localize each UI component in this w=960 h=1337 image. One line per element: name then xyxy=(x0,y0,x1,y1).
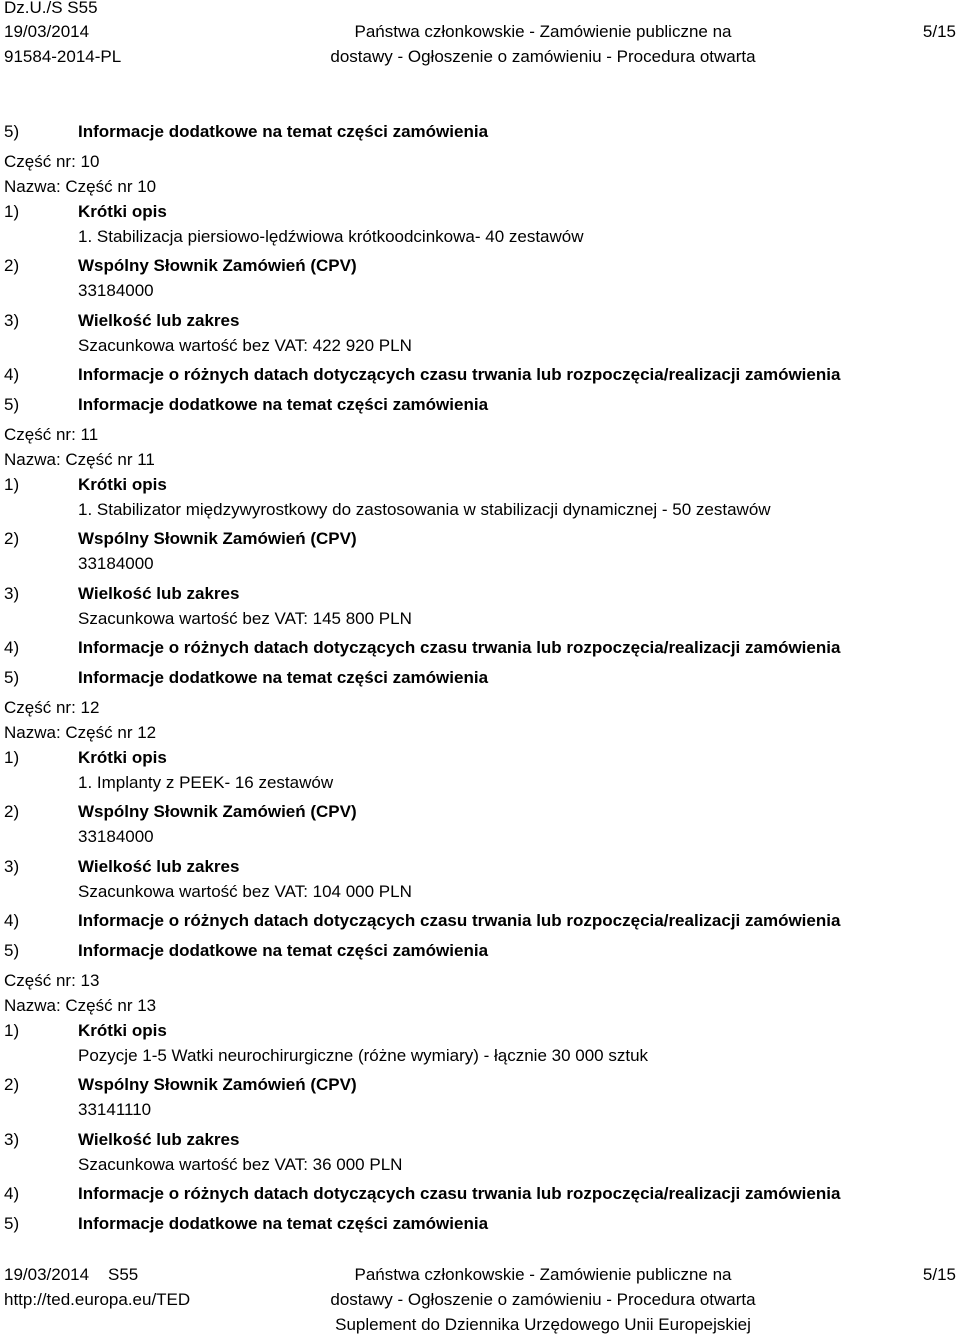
footer-page-number: 5/15 xyxy=(922,1265,956,1284)
scope-value: Szacunkowa wartość bez VAT: 36 000 PLN xyxy=(78,1155,403,1174)
page-header xyxy=(0,0,960,70)
item-number: 1) xyxy=(4,1021,20,1040)
part-name: Nazwa: Część nr 12 xyxy=(4,723,157,742)
dates-label: Informacje o różnych datach dotyczących czasu trwania lub rozpoczęcia/realizacji zamówienia xyxy=(78,911,841,930)
item-number: 1) xyxy=(4,202,20,221)
item-number: 4) xyxy=(4,365,20,384)
part-number: Część nr: 12 xyxy=(4,698,100,717)
part-number: Część nr: 10 xyxy=(4,152,100,171)
item-number: 3) xyxy=(4,584,20,603)
extra-label: Informacje dodatkowe na temat części zamówienia xyxy=(78,395,489,414)
scope-label: Wielkość lub zakres xyxy=(78,1130,240,1149)
header-page-number: 5/15 xyxy=(922,22,956,41)
item-number: 4) xyxy=(4,638,20,657)
short-desc: 1. Stabilizator międzywyrostkowy do zastosowania w stabilizacji dynamicznej - 50 zestawów xyxy=(78,500,771,519)
item-number: 5) xyxy=(4,941,20,960)
cpv-label: Wspólny Słownik Zamówień (CPV) xyxy=(78,529,357,548)
item-number: 2) xyxy=(4,1075,20,1094)
scope-value: Szacunkowa wartość bez VAT: 145 800 PLN xyxy=(78,609,412,628)
cpv-code: 33184000 xyxy=(78,554,154,573)
item-number: 2) xyxy=(4,802,20,821)
footer-title-line1: Państwa członkowskie - Zamówienie publiczne na xyxy=(354,1265,732,1284)
item-number: 1) xyxy=(4,748,20,767)
part-name: Nazwa: Część nr 13 xyxy=(4,996,157,1015)
item-number: 3) xyxy=(4,857,20,876)
cpv-label: Wspólny Słownik Zamówień (CPV) xyxy=(78,802,357,821)
cpv-code: 33141110 xyxy=(78,1100,152,1119)
item-number: 4) xyxy=(4,1184,20,1203)
dates-label: Informacje o różnych datach dotyczących czasu trwania lub rozpoczęcia/realizacji zamówienia xyxy=(78,638,841,657)
header-title-line2: dostawy - Ogłoszenie o zamówieniu - Procedura otwarta xyxy=(330,47,756,66)
dates-label: Informacje o różnych datach dotyczących czasu trwania lub rozpoczęcia/realizacji zamówienia xyxy=(78,1184,841,1203)
cpv-label: Wspólny Słownik Zamówień (CPV) xyxy=(78,256,357,275)
page-footer xyxy=(0,1262,960,1334)
short-desc-label: Krótki opis xyxy=(78,748,167,767)
part-number: Część nr: 11 xyxy=(4,425,99,444)
footer-title-line2: dostawy - Ogłoszenie o zamówieniu - Procedura otwarta xyxy=(330,1290,756,1309)
part-name: Nazwa: Część nr 11 xyxy=(4,450,155,469)
item-number: 5) xyxy=(4,122,20,141)
dates-label: Informacje o różnych datach dotyczących czasu trwania lub rozpoczęcia/realizacji zamówienia xyxy=(78,365,841,384)
item-number: 1) xyxy=(4,475,20,494)
part-number: Część nr: 13 xyxy=(4,971,100,990)
cpv-label: Wspólny Słownik Zamówień (CPV) xyxy=(78,1075,357,1094)
item-number: 2) xyxy=(4,256,20,275)
item-number: 4) xyxy=(4,911,20,930)
scope-label: Wielkość lub zakres xyxy=(78,311,240,330)
footer-date: 19/03/2014 xyxy=(4,1265,90,1284)
footer-series: S55 xyxy=(108,1265,139,1284)
scope-label: Wielkość lub zakres xyxy=(78,857,240,876)
item-number: 5) xyxy=(4,668,20,687)
extra-label: Informacje dodatkowe na temat części zamówienia xyxy=(78,668,489,687)
short-desc-label: Krótki opis xyxy=(78,202,167,221)
item-number: 5) xyxy=(4,395,20,414)
part-name: Nazwa: Część nr 10 xyxy=(4,177,157,196)
scope-value: Szacunkowa wartość bez VAT: 104 000 PLN xyxy=(78,882,412,901)
item-label: Informacje dodatkowe na temat części zamówienia xyxy=(78,122,489,141)
scope-label: Wielkość lub zakres xyxy=(78,584,240,603)
item-number: 3) xyxy=(4,1130,20,1149)
cpv-code: 33184000 xyxy=(78,281,154,300)
header-date: 19/03/2014 xyxy=(4,22,90,41)
header-ref: Dz.U./S S55 xyxy=(4,0,98,17)
footer-title-line3: Suplement do Dziennika Urzędowego Unii Europejskiej xyxy=(335,1315,751,1334)
short-desc-label: Krótki opis xyxy=(78,1021,167,1040)
footer-url: http://ted.europa.eu/TED xyxy=(4,1290,191,1309)
scope-value: Szacunkowa wartość bez VAT: 422 920 PLN xyxy=(78,336,412,355)
header-title-line1: Państwa członkowskie - Zamówienie publiczne na xyxy=(354,22,732,41)
short-desc: 1. Stabilizacja piersiowo-lędźwiowa krótkoodcinkowa- 40 zestawów xyxy=(78,227,584,246)
extra-label: Informacje dodatkowe na temat części zamówienia xyxy=(78,941,489,960)
extra-label: Informacje dodatkowe na temat części zamówienia xyxy=(78,1214,489,1233)
short-desc-label: Krótki opis xyxy=(78,475,167,494)
header-doc-id: 91584-2014-PL xyxy=(4,47,122,66)
short-desc: Pozycje 1-5 Watki neurochirurgiczne (różne wymiary) - łącznie 30 000 sztuk xyxy=(78,1046,649,1065)
item-number: 3) xyxy=(4,311,20,330)
short-desc: 1. Implanty z PEEK- 16 zestawów xyxy=(78,773,334,792)
cpv-code: 33184000 xyxy=(78,827,154,846)
item-number: 5) xyxy=(4,1214,20,1233)
item-number: 2) xyxy=(4,529,20,548)
